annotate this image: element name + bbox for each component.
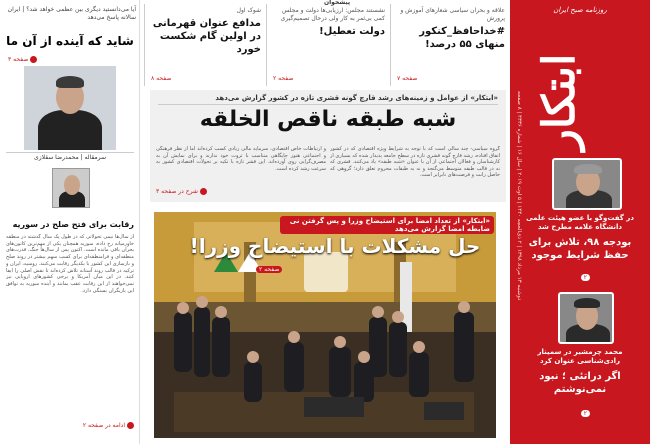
main-story-kicker: «ابتکار» از عوامل و زمینه‌های رشد قارچ گونه قشری تازه در کشور گزارش می‌دهد: [158, 94, 498, 105]
top-box-sports[interactable]: شوک اول مدافع عنوان قهرمانی در اولین گام شکست خورد صفحه ۸: [144, 4, 264, 86]
top-box-education[interactable]: علاقه و بحران سیاسی شعارهای آموزش و پرورش #خداحافظ_کنکور منهای ۵۵ درصد! صفحه ۷: [390, 4, 508, 86]
budget-page[interactable]: ۲: [581, 274, 590, 281]
author-portrait: [24, 66, 116, 150]
main-story-continue[interactable]: شرح در صفحه ۳: [156, 188, 207, 195]
photo-story-headline[interactable]: حل مشکلات با استیضاح وزرا!: [189, 234, 481, 258]
main-content: [140, 0, 510, 444]
editorial-body: از سال‌ها نیمی تحولاتی که در طول یک سال گذشته در منطقه خاورمیانه رخ داده، سوریه همچنان یکی از مهم‌ترین کانون‌های بحران باقی مانده است. اکنون پس از سال‌ها جنگ، قدرت‌های منطقه‌ای و فرامنطقه‌ای برای کسب سهم بیشتر در روند صلح و بازسازی این کشور با یکدیگر رقابت می‌کنند. روسیه، ایران و ترکیه در قالب روند آستانه تلاش کرده‌اند تا نقش اصلی را ایفا کنند. در این میان آمریکا و برخی کشورهای اروپایی نیز نمی‌خواهند از این رقابت عقب بمانند و آینده سوریه به توافق این بازیگران بستگی دارد.: [6, 234, 134, 294]
masthead-column: [510, 0, 650, 444]
article-caption: محمد چرمشیر در سمینار رادی‌شناسی عنوان کرد: [537, 348, 623, 365]
interview-photo: [552, 158, 622, 210]
pishkhan-label: پیشخوان: [320, 0, 354, 6]
article-page[interactable]: ۲: [581, 410, 590, 417]
main-story-text-left: و ارتباطات خاص اقتصادی، سرمایه مالی زیادی کسب کرده‌اند اما از نظر فرهنگی و اجتماعی هنوز جایگاهی متناسب با ثروت خود ندارند و برای نمایش آن به مصرف‌گرایی روی آورده‌اند. این قشر تازه با تکیه بر تحولات اقتصادی کشور به سرعت رشد کرده است.: [156, 146, 326, 172]
top-box-politics[interactable]: نشستند مجلس: ارزیابی‌ها دولت و مجلس کمی بی‌ثمر به کار ولی درحال تصمیم‌گیری دولت تعطیل! صفحه ۲: [266, 4, 388, 86]
columnist-avatar: [52, 168, 90, 208]
photo-story-kicker: «ابتکار» از تعداد امضا برای استیضاح وزرا و پس گرفتن نی ضابطه امضا گزارش می‌دهد: [280, 216, 494, 234]
page-dot-icon: [30, 56, 37, 63]
right-col-page: صفحه ۳: [8, 56, 29, 63]
right-col-kicker: آیا می‌دانستید دیگری بین عظمی خواهد شد؟ | ایران سالانه پاسخ می‌دهد: [7, 6, 136, 21]
editorial-subhead[interactable]: رقابت برای فتح صلح در سوریه: [12, 220, 134, 229]
main-story-band[interactable]: [150, 90, 506, 202]
tagline: روزنامه صبح ایران: [553, 6, 607, 14]
main-story-text-right: گروه سیاسی- چند سالی است که با توجه به شرایط ویژه اقتصادی که در کشور اتفاق افتاده، رشد قارچ گونه قشری تازه در سطح جامعه پدیدار شده که بسیاری از کارشناسان و فعالان اجتماعی از آن با عنوان «شبه طبقه» یاد می‌کنند. قشری که نه در قالب طبقه متوسط می‌گنجد و نه به طبقات محروم تعلق دارد؛ گروهی که حاصل رانت و فرصت‌های نابرابر است.: [330, 146, 500, 179]
interview-caption: در گفت‌وگو با عضو هیئت علمی دانشگاه علامه مطرح شد: [526, 214, 634, 231]
author-photo: [558, 292, 614, 344]
issue-info: دوشنبه ۱۳ مرداد ۱۳۹۸ | ۲ ذی‌الحجه ۱۴۴۰ | ۵ اوت ۲۰۱۹ | سال ۱۶ | شماره ۴۳۳۶ | ۸ صفحه: [516, 90, 522, 300]
editorial-continue[interactable]: ادامه در صفحه ۲: [6, 422, 134, 429]
right-col-headline[interactable]: شاید که آینده از آن ما: [6, 34, 134, 48]
page-dot-icon: [200, 188, 207, 195]
article-headline[interactable]: اگر دراتئی ؛ نبود نمی‌نوشتم: [539, 371, 621, 395]
newspaper-logo[interactable]: ابتکار: [534, 53, 585, 151]
right-column: [0, 0, 140, 444]
budget-headline[interactable]: بودجه ۹۸، تلاش برای حفظ شرایط موجود: [528, 237, 632, 261]
photo-story-page[interactable]: صفحه ۲: [256, 266, 282, 273]
page-dot-icon: [127, 422, 134, 429]
editorial-caption: سرمقاله | محمدرضا سقلازی: [6, 152, 134, 161]
main-story-title: شبه طبقه ناقص الخلقه: [199, 107, 457, 132]
